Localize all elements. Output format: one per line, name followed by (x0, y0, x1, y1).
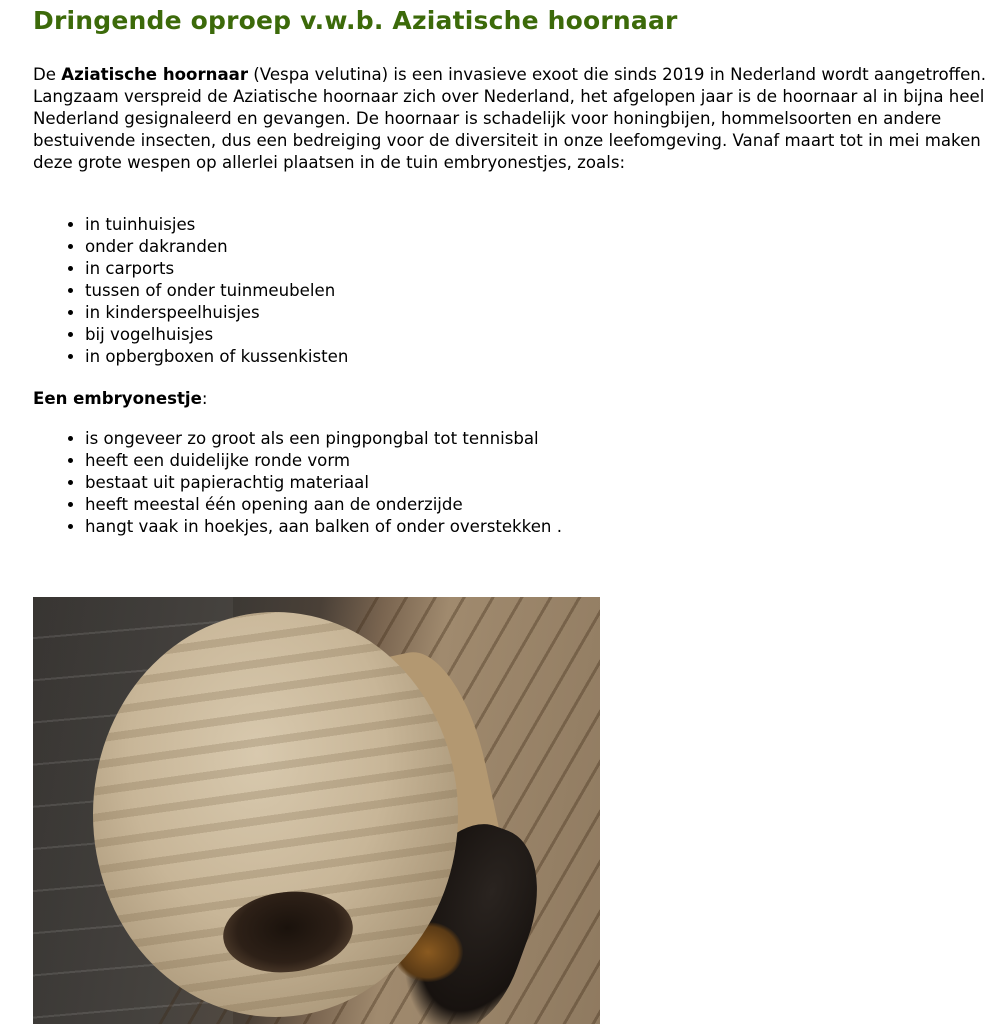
list-item: • bestaat uit papierachtig materiaal (85, 472, 562, 494)
list-item: • onder dakranden (85, 236, 348, 258)
nest-photo (33, 597, 600, 1024)
page-title: Dringende oproep v.w.b. Aziatische hoornaar (33, 6, 678, 35)
intro-text: (Vespa velutina) is een invasieve exoot die sinds 2019 in Nederland wordt aangetroffen. Langzaam verspreid de Aziatische hoornaar zich over Nederland, het afgelopen jaar is de hoornaar al in bijna heel Nederland gesignaleerd en gevangen. De hoornaar is schadelijk voor honingbijen, hommelsoorten en andere bestuivende insecten, dus een bedreiging voor de diversiteit in onze leefomgeving. Vanaf maart tot in mei maken deze grote wespen op allerlei plaatsen in de tuin embryonestjes, zoals: (33, 65, 987, 172)
list-item: • is ongeveer zo groot als een pingpongbal tot tennisbal (85, 428, 562, 450)
list-item: • tussen of onder tuinmeubelen (85, 280, 348, 302)
subheading-bold: Een embryonestje (33, 389, 202, 408)
subheading-suffix: : (201, 389, 208, 408)
list-item: • in tuinhuisjes (85, 214, 348, 236)
list-item: • in carports (85, 258, 348, 280)
features-list (33, 428, 562, 538)
list-item: • heeft een duidelijke ronde vorm (85, 450, 562, 472)
list-item: • hangt vaak in hoekjes, aan balken of onder overstekken . (85, 516, 562, 538)
list-item: • bij vogelhuisjes (85, 324, 348, 346)
list-item: • in kinderspeelhuisjes (85, 302, 348, 324)
list-item: • heeft meestal één opening aan de onderzijde (85, 494, 562, 516)
list-item: • in opbergboxen of kussenkisten (85, 346, 348, 368)
intro-prefix: De (33, 65, 62, 84)
locations-list (33, 214, 348, 368)
intro-paragraph (33, 64, 988, 174)
intro-bold-term: Aziatische hoornaar (61, 65, 249, 84)
subheading (33, 388, 207, 410)
